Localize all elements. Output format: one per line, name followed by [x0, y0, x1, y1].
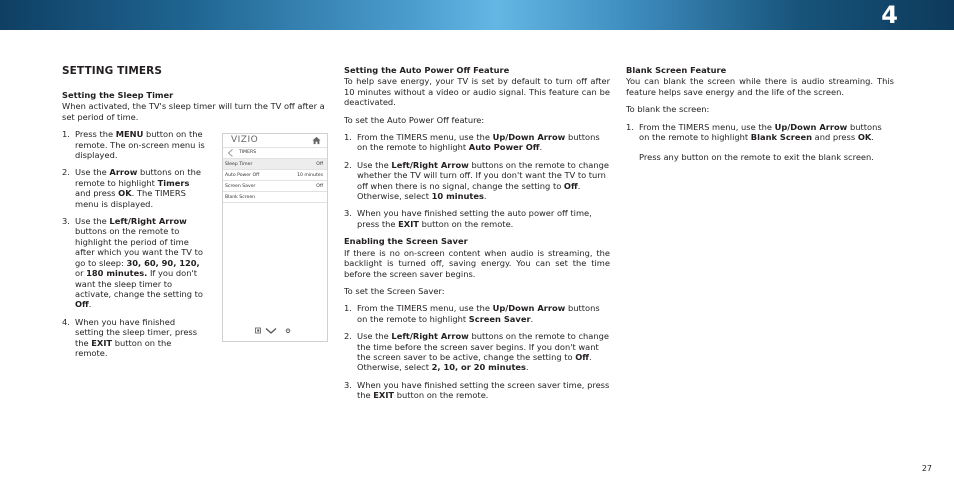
- tv-row-value: Off: [316, 184, 323, 189]
- tv-row-value: Off: [316, 162, 323, 167]
- tv-menu-row: [223, 159, 327, 170]
- step-text: and press: [812, 132, 858, 143]
- step-text: . Otherwise, select: [357, 180, 581, 202]
- input-icon: [256, 328, 261, 333]
- step-number: 4.: [62, 316, 70, 327]
- step-text: Use the: [357, 331, 392, 342]
- step-bold: OK: [857, 132, 872, 143]
- step-number: 2.: [344, 331, 352, 342]
- step-text: Use the: [75, 216, 110, 227]
- tv-menu-row: [223, 170, 327, 181]
- down-chevron-icon: [266, 329, 276, 334]
- step-text: .: [88, 299, 92, 310]
- column-blank-screen: [626, 64, 894, 170]
- step-bold: Auto Power Off: [468, 142, 540, 153]
- step-text: When you have finished setting the auto power off time, press the: [357, 208, 592, 229]
- tv-menu-footer-icons: [255, 327, 299, 335]
- tv-row-label: Blank Screen: [225, 195, 256, 200]
- tv-row-value: 10 minutes: [297, 173, 323, 178]
- step-bold: 2, 10, or 20 minutes: [431, 362, 526, 373]
- step-number: 1.: [62, 129, 70, 140]
- step-text: button on the remote.: [418, 218, 514, 229]
- ss-step-1: [344, 303, 610, 324]
- vizio-logo: VIZIO: [231, 135, 259, 145]
- step-bold: EXIT: [398, 218, 419, 229]
- sleep-step-3: [62, 216, 205, 310]
- step-bold: Up/Down Arrow: [774, 121, 848, 132]
- auto-power-off-steps: [344, 132, 610, 229]
- auto-power-off-heading: Setting the Auto Power Off Feature: [344, 65, 510, 75]
- apo-step-2: [344, 160, 610, 202]
- step-number: 3.: [62, 216, 70, 227]
- step-number: 3.: [344, 379, 352, 390]
- step-bold: 30, 60, 90, 120,: [126, 257, 200, 268]
- step-bold: 180 minutes.: [86, 268, 148, 279]
- home-icon: [312, 136, 321, 145]
- step-number: 3.: [344, 208, 352, 219]
- screen-saver-intro: If there is no on-screen content when audio is streaming, the backlight is turned off, saving energy. You can set the time before the screen saver begins.: [344, 247, 610, 279]
- step-bold: EXIT: [91, 337, 113, 348]
- auto-power-off-intro: To help save energy, your TV is set by default to turn off after 10 minutes without a video or audio signal. This feature can be deactivated.: [344, 76, 610, 108]
- step-text: .: [871, 132, 874, 143]
- screen-saver-set-text: To set the Screen Saver:: [344, 285, 445, 296]
- step-bold: OK: [118, 188, 132, 199]
- tv-timers-menu-illustration: [222, 133, 328, 342]
- sleep-timer-heading: Setting the Sleep Timer: [62, 90, 174, 100]
- step-text: .: [530, 313, 534, 324]
- tv-menu-row: [223, 181, 327, 192]
- step-text: buttons on the remote to highlight: [639, 121, 882, 143]
- step-bold: MENU: [115, 129, 144, 140]
- step-text: . Otherwise, select: [357, 351, 592, 373]
- chapter-header-bar: [0, 0, 954, 30]
- step-text: or: [75, 268, 87, 279]
- step-text: button on the remote.: [394, 390, 489, 401]
- step-text: From the TIMERS menu, use the: [357, 303, 493, 314]
- tv-row-label: Auto Power Off: [225, 173, 260, 178]
- step-text: buttons on the remote to highlight: [75, 167, 201, 188]
- chapter-number: 4: [881, 1, 898, 29]
- step-text: When you have finished setting the screen saver time, press the: [357, 379, 610, 401]
- page-number: 27: [921, 464, 932, 473]
- apo-step-3: [344, 208, 610, 229]
- column-auto-power-off-screen-saver: [344, 64, 610, 408]
- step-text: button on the remote. The on-screen menu is displayed.: [75, 129, 205, 161]
- step-text: When you have finished setting the sleep timer, press the: [75, 316, 198, 348]
- step-number: 1.: [344, 303, 352, 314]
- step-bold: Up/Down Arrow: [492, 303, 566, 314]
- section-title: SETTING TIMERS: [62, 65, 163, 77]
- sleep-timer-steps: [62, 129, 205, 358]
- step-number: 1.: [626, 121, 634, 132]
- screen-saver-heading: Enabling the Screen Saver: [344, 236, 468, 247]
- step-text: Use the: [75, 167, 110, 178]
- step-bold: Off: [575, 351, 589, 362]
- blank-screen-heading: Blank Screen Feature: [626, 65, 727, 75]
- step-bold: Left/Right Arrow: [391, 159, 469, 170]
- back-arrow-icon: [227, 149, 234, 157]
- step-bold: Screen Saver: [468, 313, 531, 324]
- auto-power-off-set-text: To set the Auto Power Off feature:: [344, 114, 485, 125]
- step-bold: Off: [563, 180, 578, 191]
- ss-step-2: [344, 331, 610, 373]
- step-text: From the TIMERS menu, use the: [639, 121, 775, 132]
- step-number: 2.: [62, 167, 70, 178]
- tv-menu-top-bar: [223, 134, 327, 148]
- step-bold: Left/Right Arrow: [391, 331, 469, 342]
- step-text: . The TIMERS menu is displayed.: [75, 188, 186, 209]
- tv-row-label: Screen Saver: [225, 184, 256, 189]
- step-text: button on the remote.: [75, 337, 172, 358]
- blank-screen-to-text: To blank the screen:: [626, 104, 710, 115]
- tv-menu-title-bar: [223, 148, 327, 159]
- bs-step-1: [626, 122, 894, 163]
- blank-screen-note: Press any button on the remote to exit the blank screen.: [639, 152, 874, 163]
- step-number: 2.: [344, 159, 352, 170]
- tv-menu-title: TIMERS: [239, 150, 257, 155]
- blank-screen-intro: You can blank the screen while there is audio streaming. This feature helps save energy and the life of the screen.: [626, 76, 894, 97]
- step-text: .: [526, 362, 529, 373]
- tv-menu-row: [223, 192, 327, 203]
- step-bold: Off: [75, 299, 89, 310]
- step-text: buttons on the remote to highlight: [357, 132, 600, 153]
- step-bold: Up/Down Arrow: [492, 132, 566, 143]
- step-number: 1.: [344, 132, 352, 143]
- step-text: Press the: [75, 129, 116, 140]
- tv-row-label: Sleep Timer: [225, 162, 253, 167]
- gear-icon: [286, 329, 290, 333]
- step-bold: Left/Right Arrow: [109, 216, 187, 227]
- step-bold: 10 minutes: [431, 191, 484, 202]
- sleep-step-1: [62, 129, 205, 160]
- step-text: buttons on the remote to highlight: [357, 303, 600, 324]
- blank-screen-steps: [626, 122, 894, 163]
- step-text: Use the: [357, 159, 392, 170]
- step-text: and press: [75, 188, 119, 199]
- apo-step-1: [344, 132, 610, 153]
- step-bold: EXIT: [373, 390, 395, 401]
- step-text: If you don't want the sleep timer to activate, change the setting to: [75, 268, 203, 299]
- sleep-step-4: [62, 317, 205, 359]
- step-text: buttons on the remote to change whether the TV will turn off. If you don't want the TV to turn off when there is no signal, change the setting to: [357, 159, 610, 191]
- ss-step-3: [344, 380, 610, 401]
- step-text: buttons on the remote to change the time before the screen saver begins. If you don't want the screen saver to be active, change the setting to: [357, 331, 610, 362]
- step-bold: Blank Screen: [750, 132, 813, 143]
- step-text: .: [483, 191, 487, 202]
- step-bold: Timers: [157, 177, 190, 188]
- step-bold: Arrow: [109, 167, 138, 178]
- sleep-timer-intro: When activated, the TV's sleep timer will turn the TV off after a set period of time.: [62, 101, 325, 122]
- step-text: From the TIMERS menu, use the: [357, 132, 493, 143]
- sleep-step-2: [62, 167, 205, 209]
- step-text: .: [539, 142, 543, 153]
- step-text: buttons on the remote to highlight the period of time after which you want the TV to go to sleep:: [75, 226, 203, 268]
- screen-saver-steps: [344, 303, 610, 400]
